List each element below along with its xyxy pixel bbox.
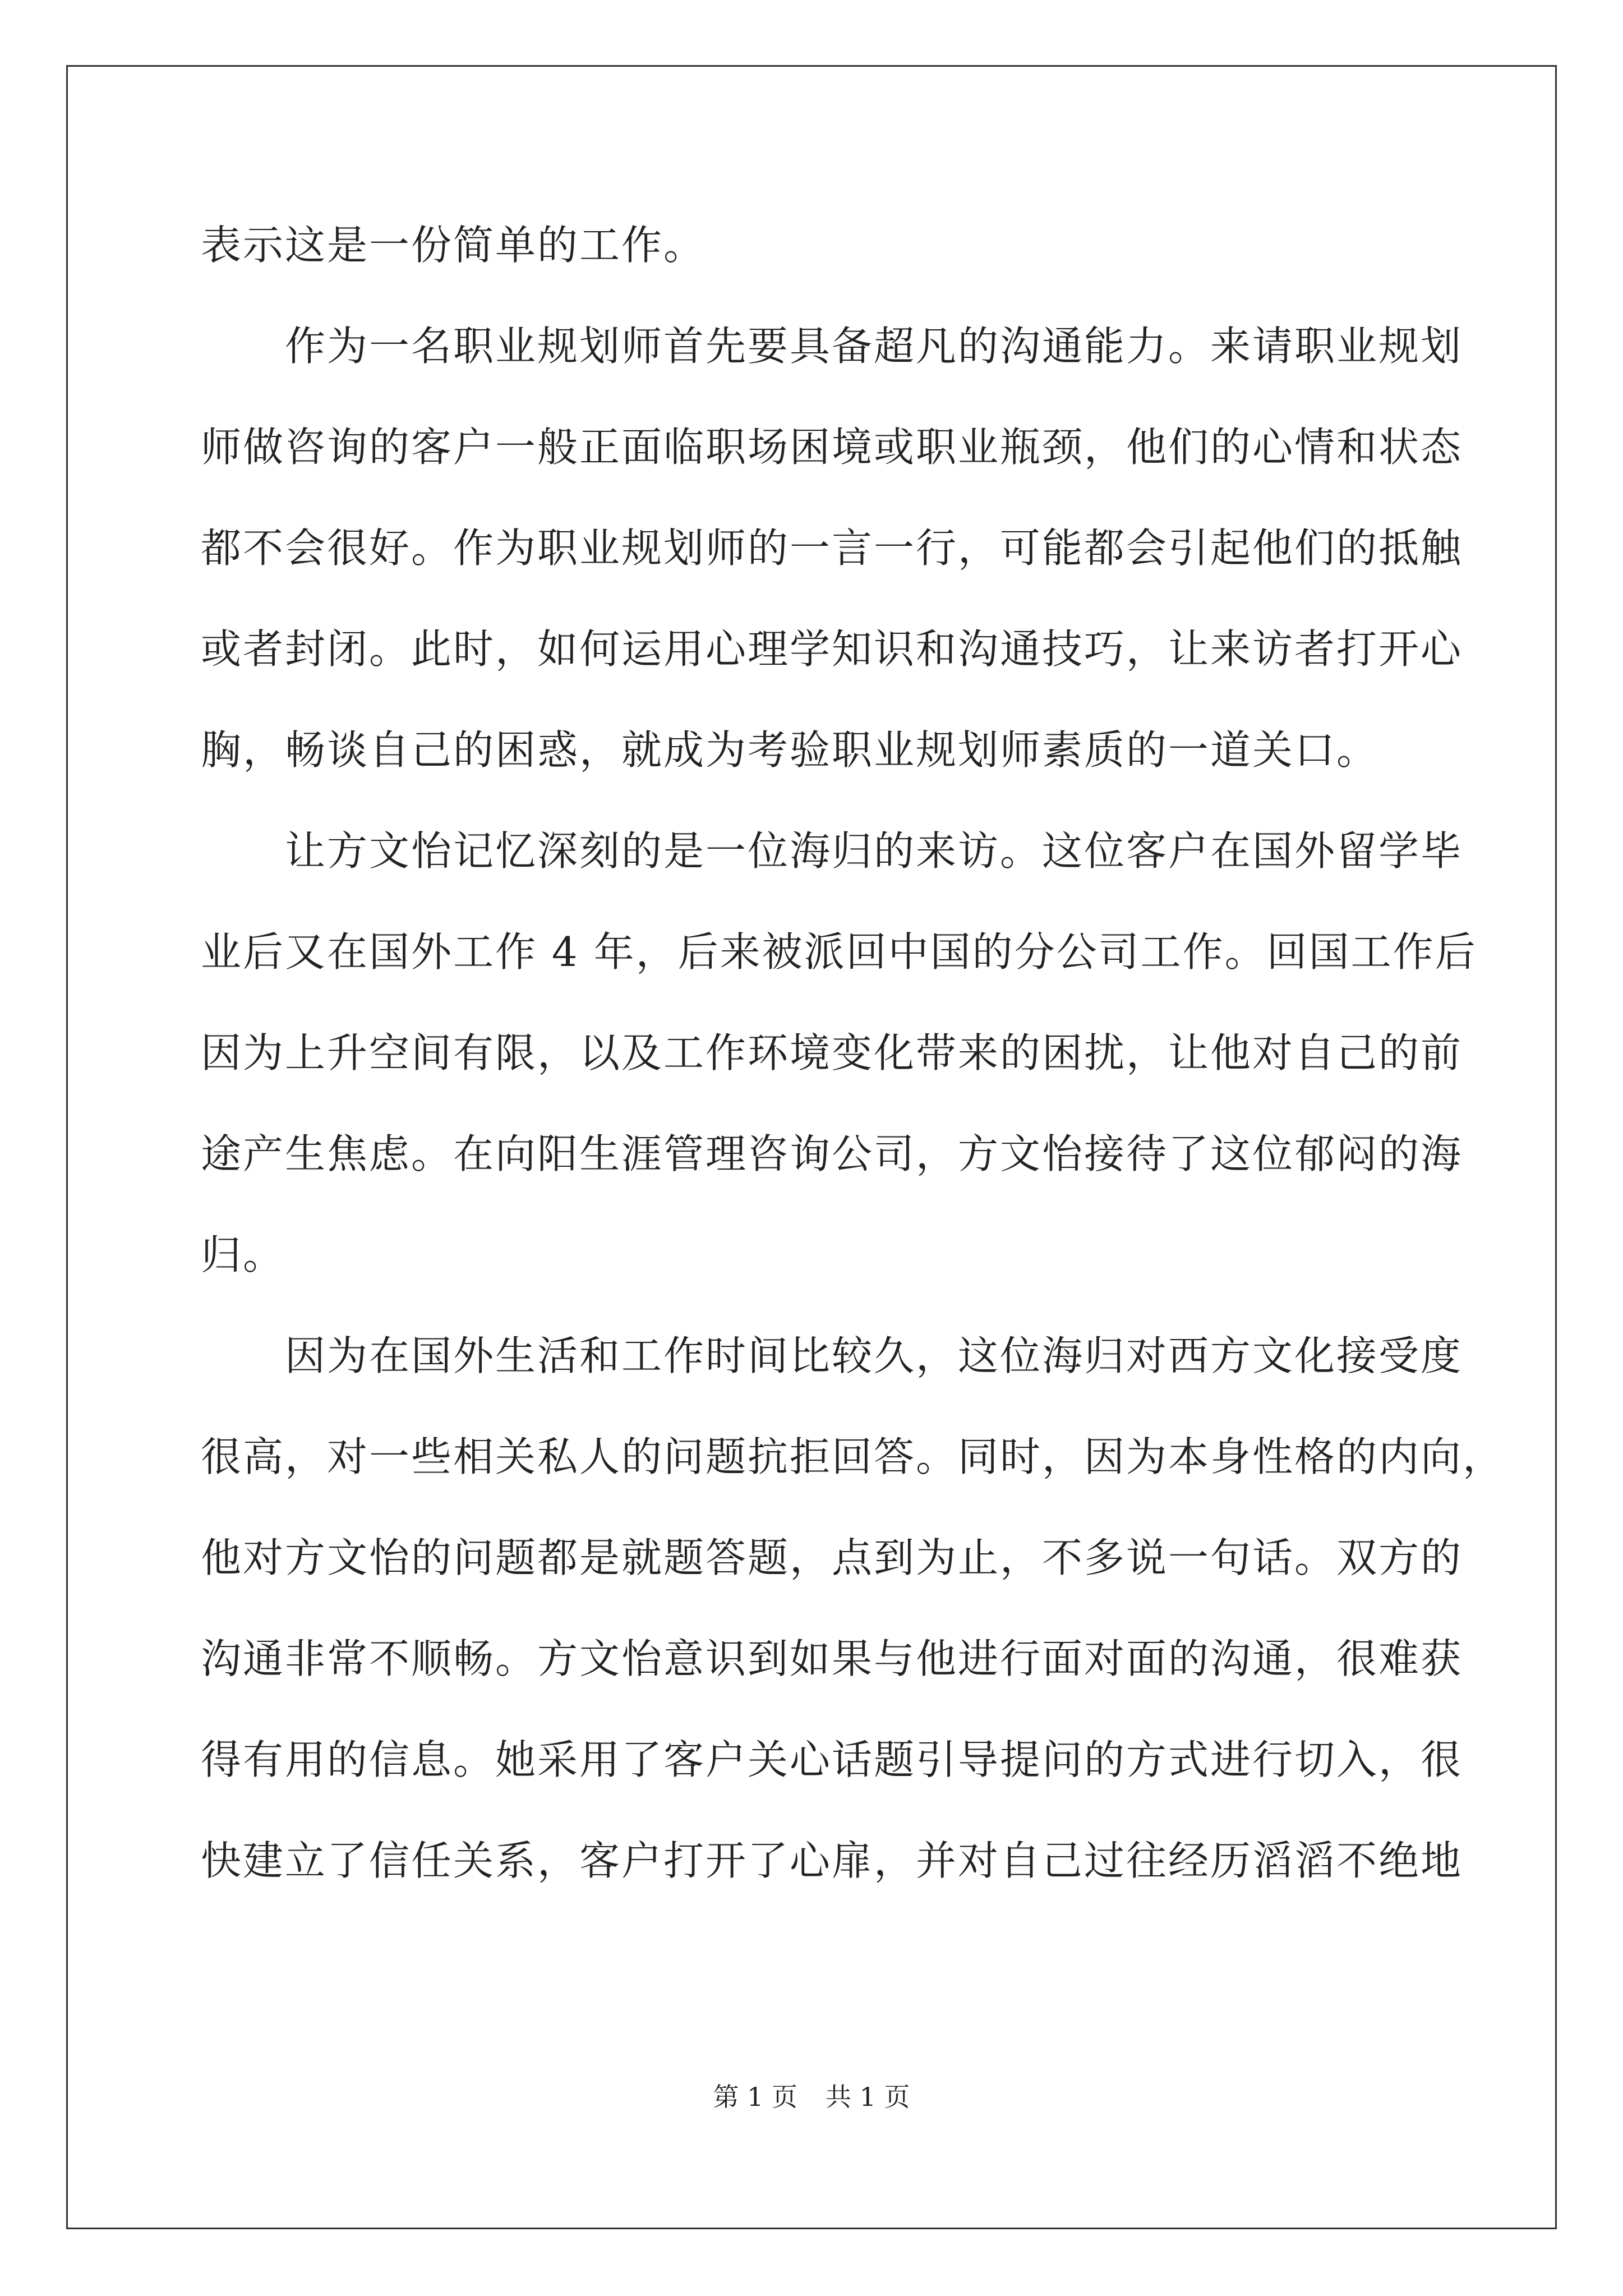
text-line: 让方文怡记忆深刻的是一位海归的来访。这位客户在国外留学毕	[201, 827, 1463, 875]
page-footer	[0, 2080, 1623, 2114]
text-line: 作为一名职业规划师首先要具备超凡的沟通能力。来请职业规划	[201, 323, 1463, 370]
text-line: 很高，对一些相关私人的问题抗拒回答。同时，因为本身性格的内向，	[201, 1433, 1505, 1480]
text-line: 都不会很好。作为职业规划师的一言一行，可能都会引起他们的抵触	[201, 524, 1463, 572]
text-line: 快建立了信任关系，客户打开了心扉，并对自己过往经历滔滔不绝地	[201, 1837, 1463, 1884]
text-line: 得有用的信息。她采用了客户关心话题引导提问的方式进行切入，很	[201, 1736, 1463, 1783]
text-line: 因为在国外生活和工作时间比较久，这位海归对西方文化接受度	[201, 1332, 1463, 1379]
text-line: 或者封闭。此时，如何运用心理学知识和沟通技巧，让来访者打开心	[201, 625, 1463, 673]
text-line: 沟通非常不顺畅。方文怡意识到如果与他进行面对面的沟通，很难获	[201, 1635, 1463, 1682]
text-line: 胸，畅谈自己的困惑，就成为考验职业规划师素质的一道关口。	[201, 726, 1379, 774]
text-line: 途产生焦虑。在向阳生涯管理咨询公司，方文怡接待了这位郁闷的海	[201, 1130, 1463, 1177]
text-line: 业后又在国外工作 4 年，后来被派回中国的分公司工作。回国工作后	[201, 928, 1477, 976]
text-line: 他对方文怡的问题都是就题答题，点到为止，不多说一句话。双方的	[201, 1534, 1463, 1581]
text-line: 师做咨询的客户一般正面临职场困境或职业瓶颈，他们的心情和状态	[201, 424, 1463, 471]
page-total: 共 1 页	[826, 2082, 910, 2112]
text-line: 因为上升空间有限，以及工作环境变化带来的困扰，让他对自己的前	[201, 1029, 1463, 1076]
text-line: 表示这是一份简单的工作。	[201, 222, 706, 269]
text-line: 归。	[201, 1231, 285, 1278]
page-number: 第 1 页	[713, 2082, 797, 2112]
